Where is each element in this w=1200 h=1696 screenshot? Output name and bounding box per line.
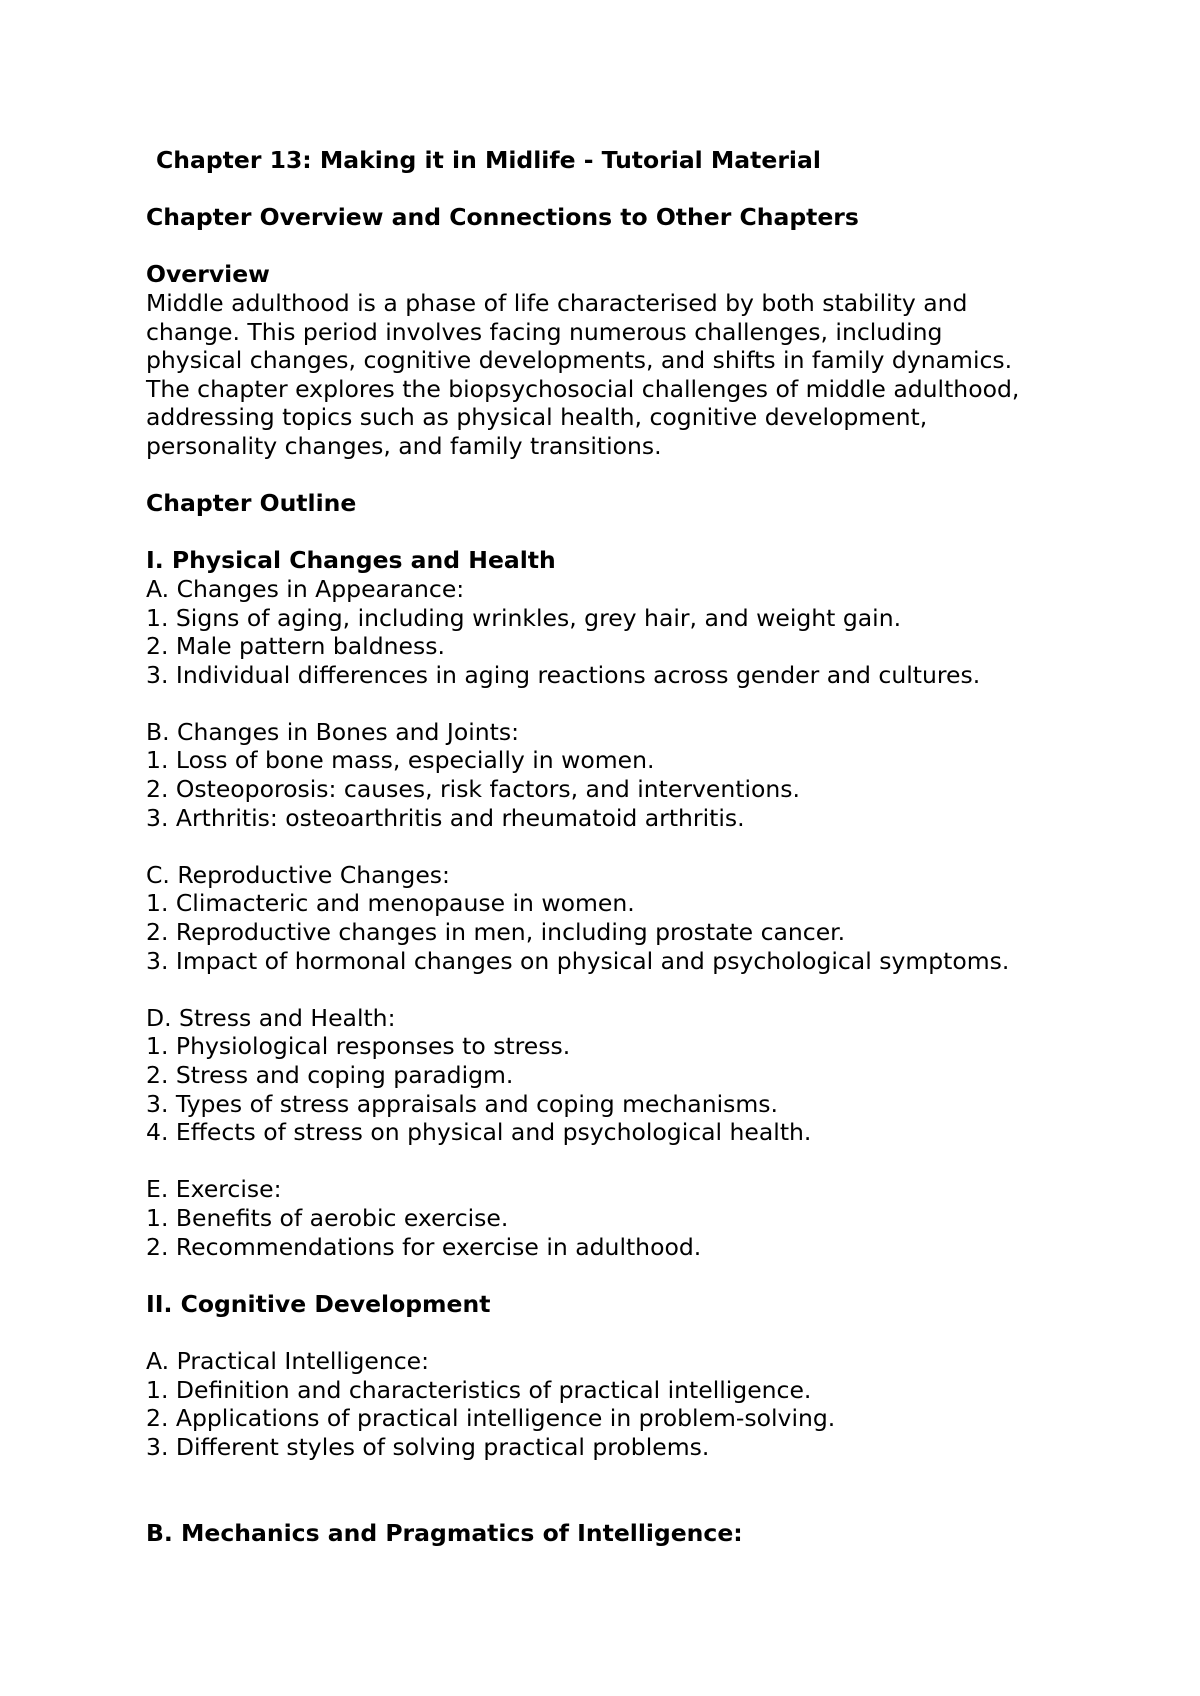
document-body [146, 146, 1106, 1547]
overview-subheading: Overview [146, 260, 270, 289]
subsection-heading: E. Exercise: [146, 1175, 282, 1204]
outline-item: 2. Male pattern baldness. [146, 632, 445, 661]
section-heading: II. Cognitive Development [146, 1289, 491, 1318]
spacer [146, 1261, 1106, 1290]
spacer [146, 832, 1106, 861]
overview-paragraph-line: Middle adulthood is a phase of life characterised by both stability and [146, 288, 968, 317]
outline-item: 1. Loss of bone mass, especially in women. [146, 746, 655, 775]
spacer [146, 175, 1106, 204]
outline-item: 2. Applications of practical intelligence in problem-solving. [146, 1404, 836, 1433]
section-heading: I. Physical Changes and Health [146, 546, 556, 575]
outline-item: 1. Benefits of aerobic exercise. [146, 1203, 509, 1232]
subsection-heading: A. Practical Intelligence: [146, 1346, 430, 1375]
outline-item: 1. Signs of aging, including wrinkles, grey hair, and weight gain. [146, 603, 902, 632]
spacer [146, 461, 1106, 490]
spacer [146, 1318, 1106, 1347]
overview-paragraph-line: change. This period involves facing numerous challenges, including [146, 317, 943, 346]
subsection-heading: D. Stress and Health: [146, 1003, 396, 1032]
spacer [146, 689, 1106, 718]
spacer [146, 518, 1106, 547]
outline-heading: Chapter Outline [146, 489, 357, 518]
outline-item: 1. Climacteric and menopause in women. [146, 889, 635, 918]
outline-item: 4. Effects of stress on physical and psychological health. [146, 1118, 812, 1147]
spacer [146, 1147, 1106, 1176]
subsection-heading: B. Changes in Bones and Joints: [146, 717, 519, 746]
outline-item: 1. Definition and characteristics of practical intelligence. [146, 1375, 812, 1404]
outline-item: 2. Reproductive changes in men, including prostate cancer. [146, 918, 846, 947]
overview-paragraph-line: personality changes, and family transitions. [146, 431, 662, 460]
outline-item: 3. Arthritis: osteoarthritis and rheumatoid arthritis. [146, 803, 745, 832]
outline-item: 2. Osteoporosis: causes, risk factors, and interventions. [146, 775, 800, 804]
document-title: Chapter 13: Making it in Midlife - Tutorial Material [156, 146, 821, 174]
subsection-heading: C. Reproductive Changes: [146, 860, 450, 889]
spacer [146, 1490, 1106, 1519]
overview-paragraph-line: physical changes, cognitive developments, and shifts in family dynamics. [146, 346, 1013, 375]
outline-item: 3. Types of stress appraisals and coping mechanisms. [146, 1089, 778, 1118]
outline-item: 1. Physiological responses to stress. [146, 1032, 571, 1061]
overview-heading: Chapter Overview and Connections to Other Chapters [146, 203, 859, 232]
outline-item: 3. Different styles of solving practical problems. [146, 1432, 710, 1461]
subsection-heading: B. Mechanics and Pragmatics of Intelligence: [146, 1518, 743, 1547]
outline-item: 2. Recommendations for exercise in adulthood. [146, 1232, 702, 1261]
outline-item: 3. Impact of hormonal changes on physical and psychological symptoms. [146, 946, 1010, 975]
spacer [146, 1461, 1106, 1490]
overview-paragraph-line: The chapter explores the biopsychosocial challenges of middle adulthood, [146, 374, 1020, 403]
outline-item: 2. Stress and coping paradigm. [146, 1061, 514, 1089]
overview-paragraph-line: addressing topics such as physical health, cognitive development, [146, 403, 928, 432]
spacer [146, 232, 1106, 261]
spacer [146, 975, 1106, 1004]
subsection-heading: A. Changes in Appearance: [146, 574, 465, 603]
outline-item: 3. Individual differences in aging reactions across gender and cultures. [146, 660, 981, 689]
